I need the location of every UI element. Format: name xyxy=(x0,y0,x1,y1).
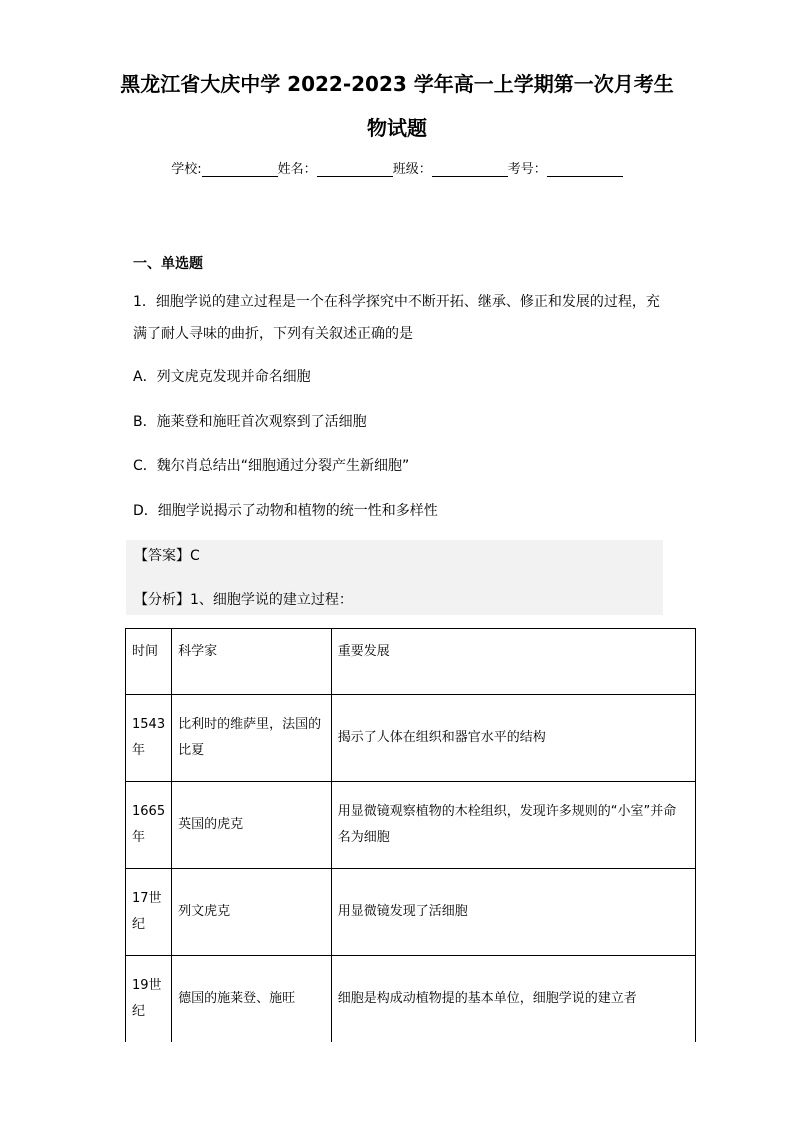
table-header-cell: 科学家 xyxy=(172,629,332,695)
table-cell: 1665年 xyxy=(126,782,172,869)
student-info-line xyxy=(0,158,794,177)
table-cell: 英国的虎克 xyxy=(172,782,332,869)
option-c: C．魏尔肖总结出“细胞通过分裂产生新细胞” xyxy=(133,458,410,474)
analysis-line: 【分析】1、细胞学说的建立过程： xyxy=(126,584,663,615)
name-field[interactable] xyxy=(317,162,393,177)
table-cell: 用显微镜发现了活细胞 xyxy=(331,869,695,956)
cell-theory-table xyxy=(125,628,696,1042)
section-heading: 一、单选题 xyxy=(133,256,203,272)
table-cell: 比利时的维萨里，法国的比夏 xyxy=(172,695,332,782)
class-field[interactable] xyxy=(432,162,508,177)
name-label: 姓名： xyxy=(277,162,317,177)
option-b: B．施莱登和施旺首次观察到了活细胞 xyxy=(133,414,367,430)
option-d: D．细胞学说揭示了动物和植物的统一性和多样性 xyxy=(133,503,438,519)
school-label: 学校: xyxy=(171,162,202,177)
page-title-line-2: 物试题 xyxy=(367,116,427,140)
school-field[interactable] xyxy=(202,162,278,177)
table-header-cell: 时间 xyxy=(126,629,172,695)
table-cell: 17世纪 xyxy=(126,869,172,956)
page-title-line-1: 黑龙江省大庆中学 2022-2023 学年高一上学期第一次月考生 xyxy=(120,72,674,96)
table-row xyxy=(126,695,696,782)
class-label: 班级： xyxy=(392,162,432,177)
table-cell: 细胞是构成动植物提的基本单位，细胞学说的建立者 xyxy=(331,956,695,1043)
table-row xyxy=(126,782,696,869)
question-stem: 1．细胞学说的建立过程是一个在科学探究中不断开拓、继承、修正和发展的过程，充满了耐人寻味的曲折，下列有关叙述正确的是 xyxy=(133,294,660,342)
id-field[interactable] xyxy=(547,162,623,177)
table-header-row xyxy=(126,629,696,695)
id-label: 考号： xyxy=(507,162,547,177)
answer-line: 【答案】C xyxy=(126,540,663,584)
table-row xyxy=(126,956,696,1043)
table-cell: 1543年 xyxy=(126,695,172,782)
table-cell: 列文虎克 xyxy=(172,869,332,956)
table-cell: 19世纪 xyxy=(126,956,172,1043)
table-cell: 揭示了人体在组织和器官水平的结构 xyxy=(331,695,695,782)
table-header-cell: 重要发展 xyxy=(331,629,695,695)
table-row xyxy=(126,869,696,956)
option-a: A．列文虎克发现并命名细胞 xyxy=(133,369,311,385)
table-cell: 用显微镜观察植物的木栓组织，发现许多规则的“小室”并命名为细胞 xyxy=(331,782,695,869)
table-cell: 德国的施莱登、施旺 xyxy=(172,956,332,1043)
